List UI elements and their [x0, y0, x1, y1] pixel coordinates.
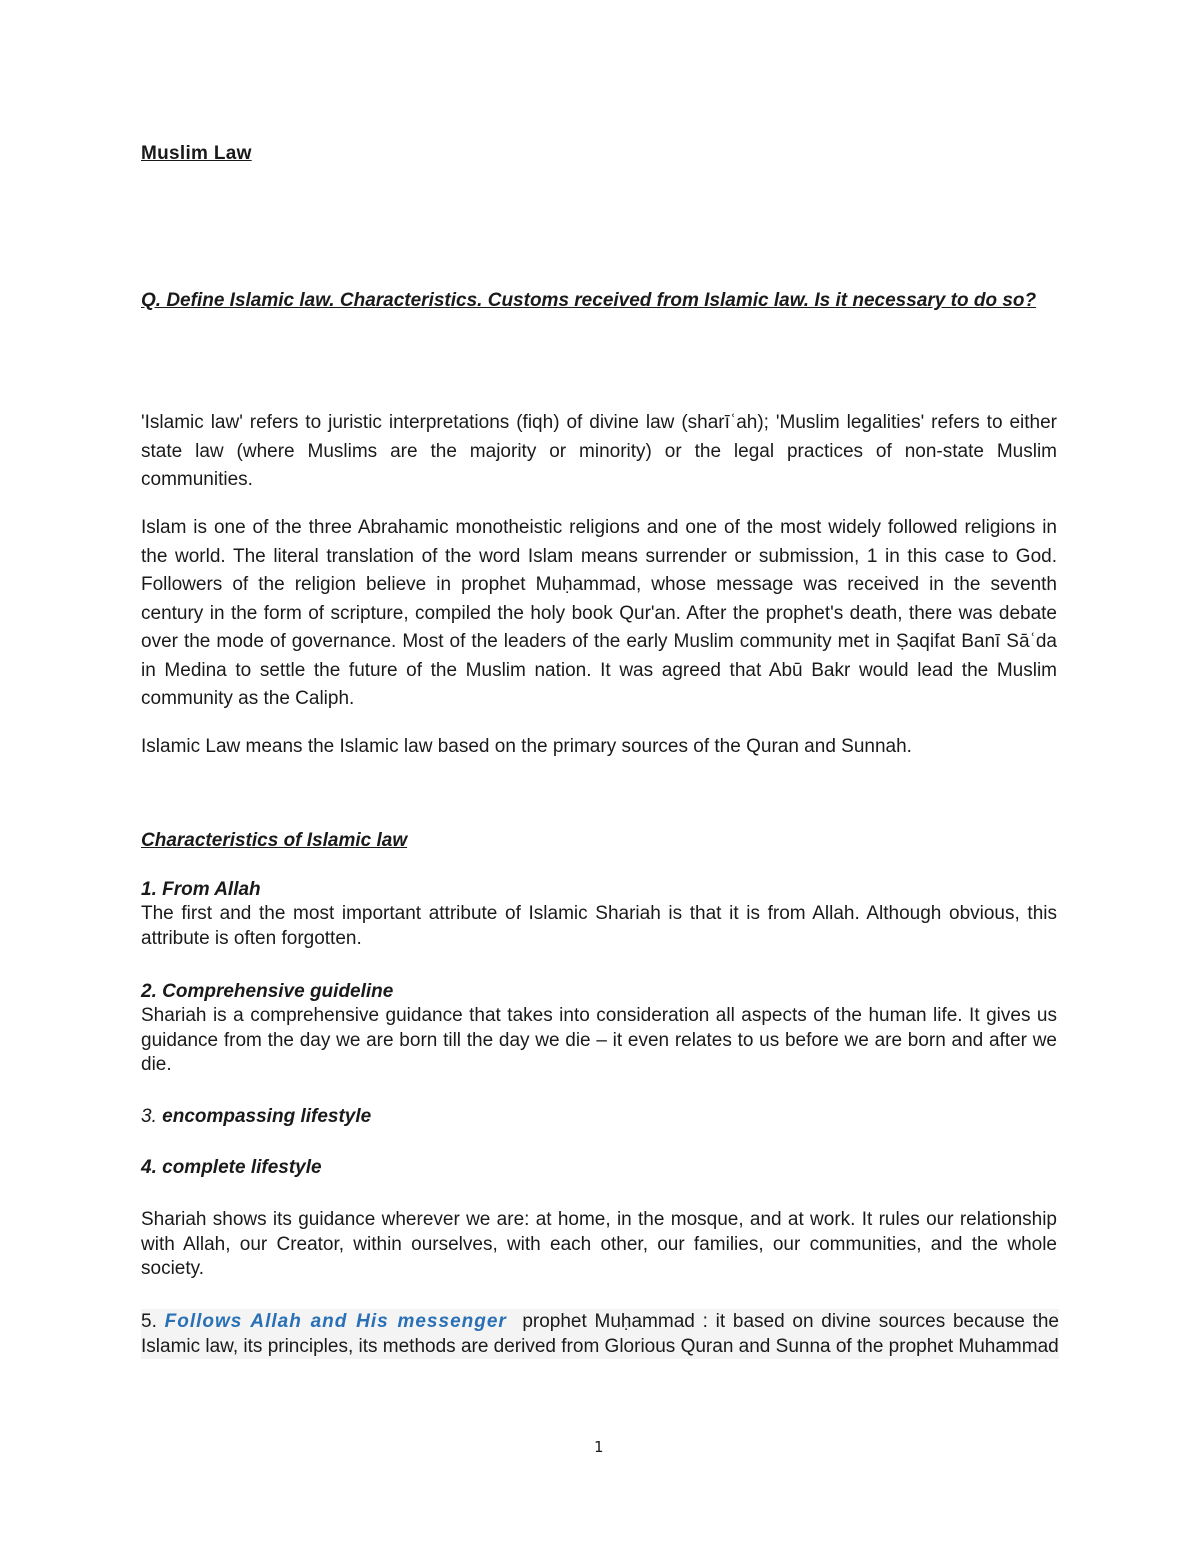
item-1-body: The first and the most important attribute of Islamic Shariah is that it is from Allah. Although obvious, this attribute is often forgotten.: [141, 903, 1057, 949]
page-number: 1: [594, 1438, 604, 1456]
item-5-number: 5.: [141, 1311, 157, 1332]
item-1-title: 1. From Allah: [141, 879, 261, 900]
item-4-title: 4. complete lifestyle: [141, 1157, 322, 1178]
item-5-body: prophet Muḥammad : it based on divine sources because the Islamic law, its principles, its methods are derived from Glorious Quran and Sunna of the prophet Muhammad: [141, 1311, 1059, 1357]
paragraph-islam-history: Islam is one of the three Abrahamic monotheistic religions and one of the most widely followed religions in the world. The literal translation of the word Islam means surrender or submission, 1 in this case to God. Followers of the religion believe in prophet Muḥammad, whose message was received in the seventh century in the form of scripture, compiled the holy book Qur'an. After the prophet's death, there was debate over the mode of governance. Most of the leaders of the early Muslim community met in Ṣaqifat Banī Sāʿda in Medina to settle the future of the Muslim nation. It was agreed that Abū Bakr would lead the Muslim community as the Caliph.: [141, 517, 1057, 709]
characteristics-heading: Characteristics of Islamic law: [141, 830, 408, 851]
item-4-body: Shariah shows its guidance wherever we are: at home, in the mosque, and at work. It rules our relationship with Allah, our Creator, within ourselves, with each other, our families, our communities, and the whole society.: [141, 1209, 1057, 1279]
item-2-body: Shariah is a comprehensive guidance that takes into consideration all aspects of the human life. It gives us guidance from the day we are born till the day we die – it even relates to us before we are born and after we die.: [141, 1005, 1057, 1075]
item-3-title: [141, 1106, 371, 1128]
item-5-highlight: Follows Allah and His messenger: [164, 1311, 507, 1332]
item-3-number: 3.: [141, 1106, 157, 1127]
paragraph-islamic-law-meaning: Islamic Law means the Islamic law based on the primary sources of the Quran and Sunnah.: [141, 736, 912, 757]
document-title: Muslim Law: [141, 143, 252, 164]
question-heading: Q. Define Islamic law. Characteristics. Customs received from Islamic law. Is it necessary to do so?: [141, 290, 1037, 311]
paragraph-definition: 'Islamic law' refers to juristic interpretations (fiqh) of divine law (sharīʿah); 'Muslim legalities' refers to either state law (where Muslims are the majority or minority) or the legal practices of non-state Muslim communities.: [141, 412, 1057, 490]
item-2-title: 2. Comprehensive guideline: [141, 981, 394, 1002]
item-3-label: encompassing lifestyle: [162, 1106, 372, 1127]
item-5-paragraph: [141, 1309, 1059, 1359]
